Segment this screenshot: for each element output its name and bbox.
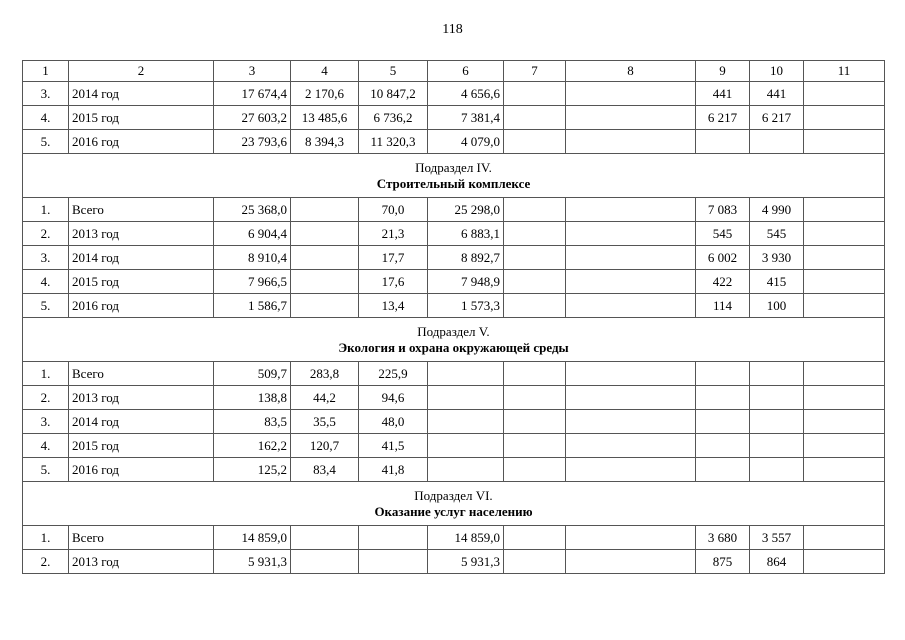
value-cell-col6: 14 859,0 [428, 526, 504, 550]
value-cell-col9: 422 [696, 270, 750, 294]
subsection-header-row [23, 482, 885, 526]
value-cell-col5 [359, 550, 428, 574]
row-number-cell: 3. [23, 410, 69, 434]
period-cell: 2015 год [69, 270, 214, 294]
value-cell-col5: 11 320,3 [359, 130, 428, 154]
value-cell-col6: 7 948,9 [428, 270, 504, 294]
value-cell-col4: 44,2 [291, 386, 359, 410]
row-number-cell: 4. [23, 270, 69, 294]
table-row [23, 550, 885, 574]
value-cell-col6: 7 381,4 [428, 106, 504, 130]
subsection-header-row [23, 318, 885, 362]
value-cell-col8 [566, 362, 696, 386]
row-number-cell: 5. [23, 130, 69, 154]
value-cell-col4: 13 485,6 [291, 106, 359, 130]
value-cell-col8 [566, 458, 696, 482]
row-number-cell: 1. [23, 198, 69, 222]
value-cell-col4 [291, 294, 359, 318]
period-cell: 2013 год [69, 222, 214, 246]
value-cell-col5 [359, 526, 428, 550]
period-cell: 2013 год [69, 550, 214, 574]
column-number: 8 [566, 61, 696, 82]
value-cell-col11 [804, 386, 885, 410]
table-row [23, 386, 885, 410]
value-cell-col5: 48,0 [359, 410, 428, 434]
value-cell-col11 [804, 458, 885, 482]
table-row [23, 270, 885, 294]
value-cell-col4: 2 170,6 [291, 82, 359, 106]
value-cell-col6 [428, 386, 504, 410]
value-cell-col10: 441 [750, 82, 804, 106]
subsection-header-row [23, 154, 885, 198]
table-row [23, 130, 885, 154]
value-cell-col8 [566, 106, 696, 130]
value-cell-col3: 14 859,0 [214, 526, 291, 550]
value-cell-col4: 283,8 [291, 362, 359, 386]
period-cell: Всего [69, 198, 214, 222]
subsection-header [23, 482, 885, 526]
value-cell-col3: 8 910,4 [214, 246, 291, 270]
period-cell: Всего [69, 526, 214, 550]
column-number: 11 [804, 61, 885, 82]
value-cell-col7 [504, 82, 566, 106]
value-cell-col11 [804, 434, 885, 458]
value-cell-col10 [750, 386, 804, 410]
value-cell-col3: 1 586,7 [214, 294, 291, 318]
value-cell-col5: 13,4 [359, 294, 428, 318]
row-number-cell: 3. [23, 82, 69, 106]
value-cell-col9: 545 [696, 222, 750, 246]
value-cell-col8 [566, 526, 696, 550]
value-cell-col5: 10 847,2 [359, 82, 428, 106]
value-cell-col9: 7 083 [696, 198, 750, 222]
value-cell-col7 [504, 550, 566, 574]
value-cell-col8 [566, 386, 696, 410]
column-number: 3 [214, 61, 291, 82]
value-cell-col8 [566, 550, 696, 574]
table-row [23, 198, 885, 222]
table-row [23, 294, 885, 318]
period-cell: 2014 год [69, 82, 214, 106]
value-cell-col8 [566, 410, 696, 434]
subsection-header [23, 318, 885, 362]
value-cell-col10 [750, 458, 804, 482]
value-cell-col8 [566, 222, 696, 246]
value-cell-col10: 3 930 [750, 246, 804, 270]
value-cell-col9 [696, 362, 750, 386]
value-cell-col7 [504, 130, 566, 154]
value-cell-col5: 41,8 [359, 458, 428, 482]
value-cell-col7 [504, 526, 566, 550]
value-cell-col6: 6 883,1 [428, 222, 504, 246]
value-cell-col6: 25 298,0 [428, 198, 504, 222]
value-cell-col6 [428, 410, 504, 434]
row-number-cell: 1. [23, 526, 69, 550]
value-cell-col7 [504, 106, 566, 130]
period-cell: 2016 год [69, 458, 214, 482]
value-cell-col10 [750, 130, 804, 154]
value-cell-col6 [428, 434, 504, 458]
subsection-label: Подраздел V. [417, 323, 490, 339]
row-number-cell: 5. [23, 294, 69, 318]
row-number-cell: 2. [23, 386, 69, 410]
value-cell-col3: 83,5 [214, 410, 291, 434]
value-cell-col9 [696, 458, 750, 482]
table-row [23, 362, 885, 386]
row-number-cell: 4. [23, 434, 69, 458]
period-cell: 2015 год [69, 434, 214, 458]
value-cell-col3: 6 904,4 [214, 222, 291, 246]
value-cell-col7 [504, 434, 566, 458]
value-cell-col10: 3 557 [750, 526, 804, 550]
value-cell-col7 [504, 362, 566, 386]
value-cell-col3: 138,8 [214, 386, 291, 410]
value-cell-col6: 4 656,6 [428, 82, 504, 106]
value-cell-col5: 17,6 [359, 270, 428, 294]
table-row [23, 434, 885, 458]
value-cell-col4 [291, 526, 359, 550]
value-cell-col11 [804, 550, 885, 574]
value-cell-col8 [566, 198, 696, 222]
value-cell-col11 [804, 82, 885, 106]
value-cell-col6: 1 573,3 [428, 294, 504, 318]
value-cell-col9: 6 002 [696, 246, 750, 270]
value-cell-col4 [291, 222, 359, 246]
value-cell-col3: 5 931,3 [214, 550, 291, 574]
value-cell-col9: 441 [696, 82, 750, 106]
value-cell-col4 [291, 270, 359, 294]
row-number-cell: 4. [23, 106, 69, 130]
value-cell-col8 [566, 434, 696, 458]
value-cell-col4: 35,5 [291, 410, 359, 434]
value-cell-col11 [804, 222, 885, 246]
value-cell-col10 [750, 410, 804, 434]
value-cell-col5: 94,6 [359, 386, 428, 410]
value-cell-col11 [804, 362, 885, 386]
value-cell-col7 [504, 270, 566, 294]
value-cell-col7 [504, 222, 566, 246]
value-cell-col7 [504, 410, 566, 434]
value-cell-col4 [291, 198, 359, 222]
column-number: 7 [504, 61, 566, 82]
table-row [23, 82, 885, 106]
value-cell-col6 [428, 458, 504, 482]
value-cell-col11 [804, 526, 885, 550]
value-cell-col7 [504, 198, 566, 222]
table-row [23, 410, 885, 434]
value-cell-col5: 21,3 [359, 222, 428, 246]
value-cell-col6: 8 892,7 [428, 246, 504, 270]
table-row [23, 246, 885, 270]
value-cell-col10: 100 [750, 294, 804, 318]
value-cell-col9: 875 [696, 550, 750, 574]
value-cell-col8 [566, 246, 696, 270]
value-cell-col3: 17 674,4 [214, 82, 291, 106]
value-cell-col9: 6 217 [696, 106, 750, 130]
subsection-header [23, 154, 885, 198]
budget-table [22, 60, 885, 574]
value-cell-col7 [504, 294, 566, 318]
value-cell-col5: 225,9 [359, 362, 428, 386]
column-number: 5 [359, 61, 428, 82]
column-number: 4 [291, 61, 359, 82]
value-cell-col9 [696, 434, 750, 458]
value-cell-col8 [566, 294, 696, 318]
value-cell-col6: 4 079,0 [428, 130, 504, 154]
value-cell-col9: 3 680 [696, 526, 750, 550]
value-cell-col4 [291, 550, 359, 574]
value-cell-col10: 415 [750, 270, 804, 294]
row-number-cell: 2. [23, 222, 69, 246]
column-number: 6 [428, 61, 504, 82]
page-number: 118 [442, 22, 463, 37]
table-row [23, 458, 885, 482]
value-cell-col5: 17,7 [359, 246, 428, 270]
value-cell-col9: 114 [696, 294, 750, 318]
value-cell-col10: 545 [750, 222, 804, 246]
column-number: 10 [750, 61, 804, 82]
value-cell-col3: 509,7 [214, 362, 291, 386]
subsection-label: Подраздел VI. [414, 487, 493, 503]
value-cell-col11 [804, 410, 885, 434]
period-cell: 2015 год [69, 106, 214, 130]
value-cell-col9 [696, 410, 750, 434]
period-cell: 2014 год [69, 246, 214, 270]
period-cell: 2014 год [69, 410, 214, 434]
column-number: 9 [696, 61, 750, 82]
value-cell-col4: 8 394,3 [291, 130, 359, 154]
value-cell-col7 [504, 458, 566, 482]
value-cell-col9 [696, 386, 750, 410]
value-cell-col5: 6 736,2 [359, 106, 428, 130]
period-cell: 2013 год [69, 386, 214, 410]
value-cell-col4: 120,7 [291, 434, 359, 458]
value-cell-col11 [804, 270, 885, 294]
value-cell-col3: 27 603,2 [214, 106, 291, 130]
subsection-title: Экология и охрана окружающей среды [338, 339, 569, 355]
column-number-row [23, 61, 885, 82]
value-cell-col11 [804, 106, 885, 130]
row-number-cell: 1. [23, 362, 69, 386]
value-cell-col3: 125,2 [214, 458, 291, 482]
column-number: 2 [69, 61, 214, 82]
value-cell-col11 [804, 246, 885, 270]
subsection-label: Подраздел IV. [415, 159, 492, 175]
value-cell-col9 [696, 130, 750, 154]
period-cell: Всего [69, 362, 214, 386]
value-cell-col8 [566, 82, 696, 106]
value-cell-col3: 162,2 [214, 434, 291, 458]
table-row [23, 106, 885, 130]
value-cell-col4 [291, 246, 359, 270]
row-number-cell: 2. [23, 550, 69, 574]
table-row [23, 222, 885, 246]
value-cell-col10: 6 217 [750, 106, 804, 130]
value-cell-col5: 41,5 [359, 434, 428, 458]
subsection-title: Оказание услуг населению [374, 503, 533, 519]
value-cell-col4: 83,4 [291, 458, 359, 482]
value-cell-col3: 23 793,6 [214, 130, 291, 154]
column-number: 1 [23, 61, 69, 82]
subsection-title: Строительный комплексе [376, 175, 531, 191]
value-cell-col6 [428, 362, 504, 386]
period-cell: 2016 год [69, 294, 214, 318]
period-cell: 2016 год [69, 130, 214, 154]
value-cell-col6: 5 931,3 [428, 550, 504, 574]
value-cell-col11 [804, 198, 885, 222]
value-cell-col10 [750, 434, 804, 458]
value-cell-col10: 4 990 [750, 198, 804, 222]
value-cell-col7 [504, 246, 566, 270]
value-cell-col11 [804, 294, 885, 318]
value-cell-col3: 7 966,5 [214, 270, 291, 294]
row-number-cell: 5. [23, 458, 69, 482]
value-cell-col8 [566, 270, 696, 294]
value-cell-col5: 70,0 [359, 198, 428, 222]
value-cell-col8 [566, 130, 696, 154]
row-number-cell: 3. [23, 246, 69, 270]
value-cell-col3: 25 368,0 [214, 198, 291, 222]
value-cell-col11 [804, 130, 885, 154]
value-cell-col10 [750, 362, 804, 386]
table-body [23, 61, 885, 574]
value-cell-col7 [504, 386, 566, 410]
value-cell-col10: 864 [750, 550, 804, 574]
table-row [23, 526, 885, 550]
